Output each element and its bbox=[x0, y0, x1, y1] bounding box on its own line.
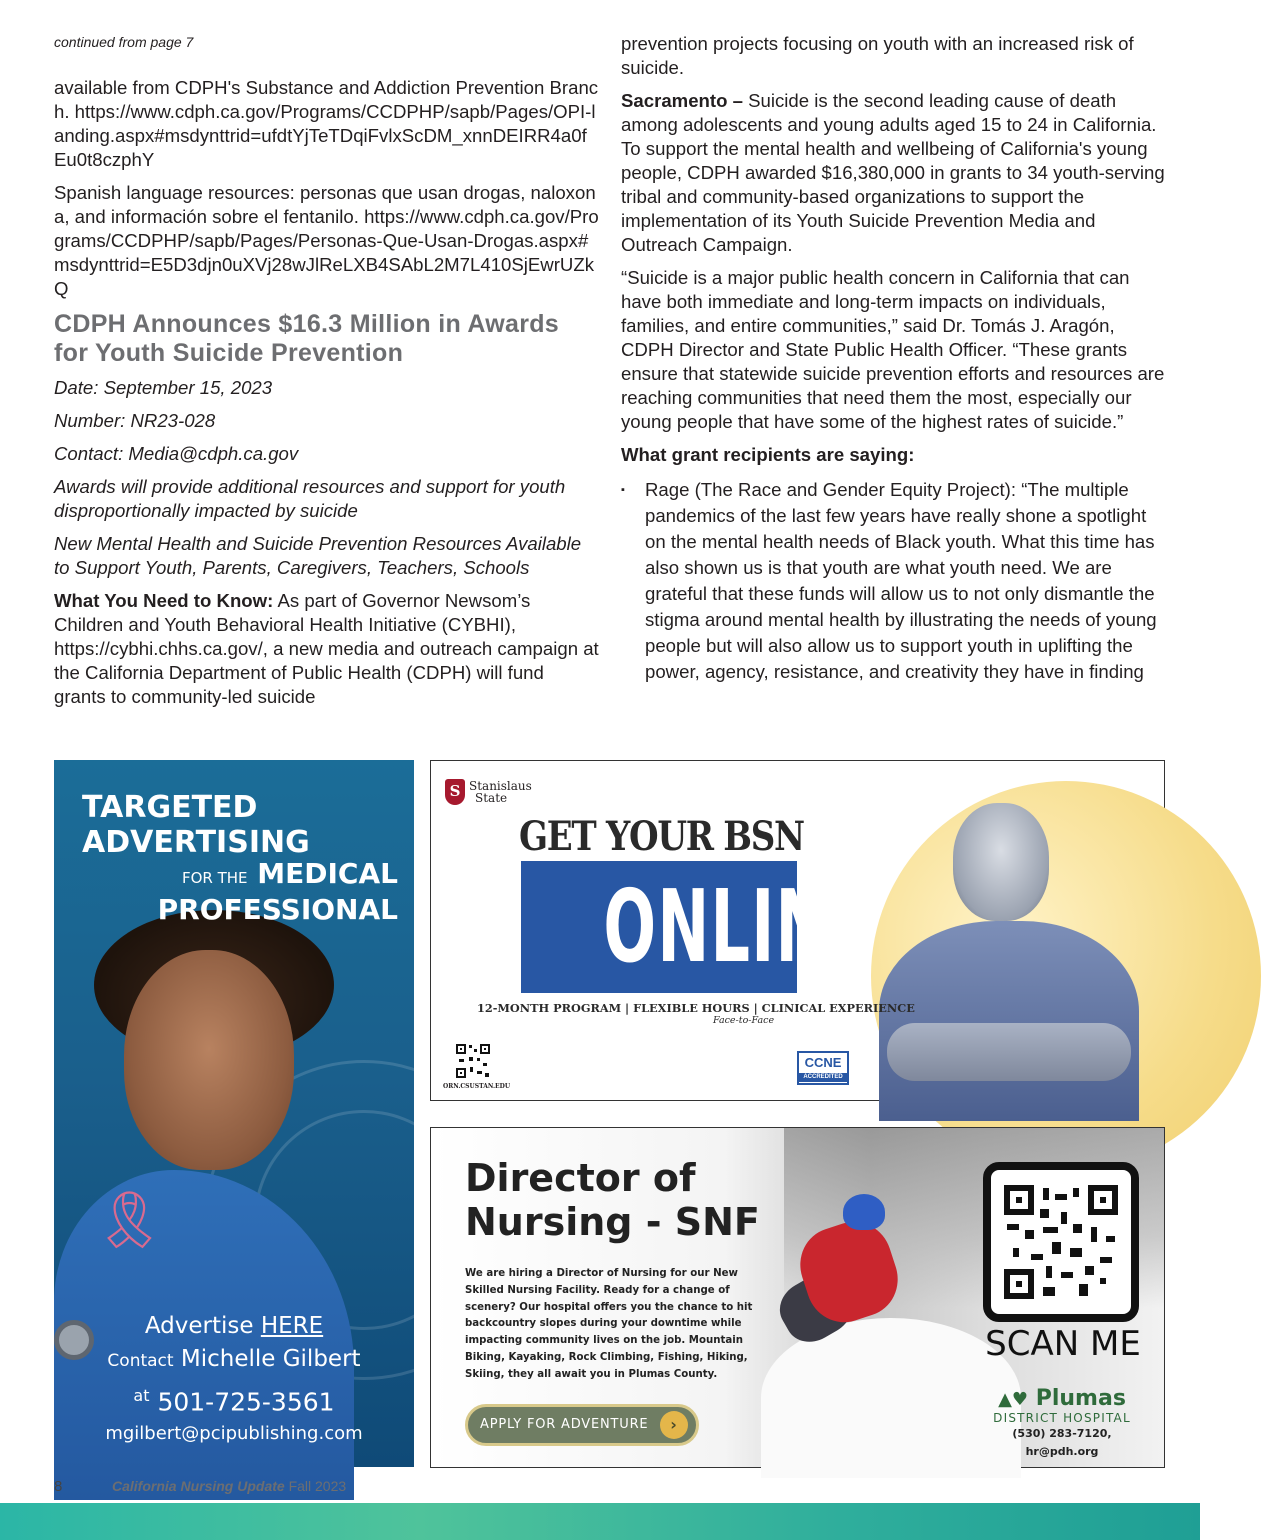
logo-line-1: Stanislaus bbox=[469, 779, 532, 793]
ad-subheadline bbox=[158, 858, 398, 926]
for-the-label: FOR THE bbox=[181, 869, 248, 887]
continued-note: continued from page 7 bbox=[54, 34, 194, 50]
know-text: As part of Governor Newsom’s Children and Youth Behavioral Health Initiative (CYBHI), https://cybhi.chhs.ca.gov/, a new media and outreach campaign at the California Department of Public Health (CDPH) will fund grants to community-led suicide bbox=[54, 590, 599, 707]
job-title-line-2: Nursing - SNF bbox=[465, 1200, 760, 1244]
online-label: ONLINE bbox=[603, 868, 873, 985]
scan-me-label: SCAN ME bbox=[985, 1324, 1141, 1364]
press-date: Date: September 15, 2023 bbox=[54, 377, 273, 398]
skier-photo-helmet bbox=[843, 1194, 885, 1230]
stanislaus-state-logo bbox=[445, 779, 532, 805]
issue-label: Fall 2023 bbox=[284, 1478, 347, 1494]
program-details: 12-MONTH PROGRAM | FLEXIBLE HOURS | CLINICAL EXPERIENCE bbox=[477, 1001, 915, 1015]
program-url[interactable]: ORN.CSUSTAN.EDU bbox=[443, 1083, 511, 1090]
ad-headline bbox=[82, 790, 310, 860]
headline-advertising: ADVERTISING bbox=[82, 825, 310, 860]
org-contact[interactable]: (530) 283-7120, hr@pdh.org bbox=[1012, 1427, 1112, 1458]
bsn-headline: GET YOUR BSN bbox=[519, 813, 804, 860]
article-right-column bbox=[621, 32, 1166, 685]
plumas-name bbox=[977, 1388, 1147, 1411]
resource-paragraph: available from CDPH's Substance and Addiction Prevention Branch. https://www.cdph.ca.gov/Programs/CCDPHP/sapb/Pages/OPI-landing.aspx#msdynttrid=ufdtYjTeTDqiFvlxScDM_xnnDEIRR4a0fEu0t8czphY bbox=[54, 77, 599, 170]
director-of-nursing-ad[interactable] bbox=[430, 1127, 1165, 1468]
contact-line bbox=[54, 1343, 414, 1378]
press-contact: Contact: Media@cdph.ca.gov bbox=[54, 443, 299, 464]
mountain-heart-icon: ▲♥ bbox=[998, 1389, 1029, 1410]
chevron-right-icon: › bbox=[660, 1411, 688, 1439]
logo-text bbox=[469, 780, 532, 804]
qr-code-frame[interactable] bbox=[983, 1162, 1139, 1322]
plumas-hospital-logo bbox=[977, 1388, 1147, 1461]
article-headline: CDPH Announces $16.3 Million in Awards for Youth Suicide Prevention bbox=[54, 310, 560, 367]
university-shield-icon: S bbox=[445, 779, 465, 805]
article-left-column bbox=[54, 32, 599, 718]
recipients-heading: What grant recipients are saying: bbox=[621, 444, 915, 465]
know-label: What You Need to Know: bbox=[54, 590, 274, 611]
ccne-accreditation-badge bbox=[797, 1051, 849, 1085]
subheading-awards: Awards will provide additional resources and support for youth disproportionally impacted by suicide bbox=[54, 476, 566, 521]
org-name: Plumas bbox=[1035, 1386, 1126, 1411]
targeted-advertising-ad[interactable] bbox=[54, 760, 414, 1467]
phone-line bbox=[54, 1378, 414, 1419]
ad-contact-block bbox=[54, 1310, 414, 1449]
awareness-ribbon-icon: 🎗 bbox=[94, 1188, 166, 1251]
logo-line-2: State bbox=[475, 791, 508, 805]
page-footer bbox=[54, 1478, 346, 1495]
at-label: at bbox=[133, 1385, 150, 1405]
headline-medical: MEDICAL bbox=[257, 857, 398, 890]
ccne-label: CCNE bbox=[804, 1055, 842, 1070]
job-description: We are hiring a Director of Nursing for our New Skilled Nursing Facility. Ready for a change of scenery? Our hospital offers you the chance to hit backcountry slopes during your downtime while impacting community lives on the job. Mountain Biking, Kayaking, Rock Climbing, Fishing, Hiking, Skiing, they all await you in Plumas County. bbox=[465, 1268, 753, 1380]
prevention-paragraph: prevention projects focusing on youth with an increased risk of suicide. bbox=[621, 33, 1134, 78]
contact-phone[interactable]: 501-725-3561 bbox=[157, 1387, 335, 1416]
spanish-resources-paragraph: Spanish language resources: personas que usan drogas, naloxona, and información sobre el fentanilo. https://www.cdph.ca.gov/Programs/CCDPHP/sapb/Pages/Personas-Que-Usan-Drogas.aspx#msdynttrid=E5D3djn0uXVj28wJlReLXB4SAbL2M7L410SjEwrUZkQ bbox=[54, 182, 599, 299]
publication-name: California Nursing Update bbox=[112, 1478, 285, 1494]
qr-code-icon bbox=[1001, 1180, 1121, 1304]
accredited-label: ACCREDITED bbox=[799, 1073, 847, 1082]
nurse-photo-head bbox=[953, 803, 1049, 921]
contact-email[interactable]: mgilbert@pcipublishing.com bbox=[105, 1423, 363, 1444]
advertise-line bbox=[54, 1310, 414, 1343]
nurse-photo-face bbox=[124, 950, 294, 1170]
page-number: 8 bbox=[54, 1478, 63, 1495]
what-you-need-to-know bbox=[54, 589, 599, 709]
face-to-face-note: Face-to-Face bbox=[713, 1015, 775, 1026]
sacramento-label: Sacramento – bbox=[621, 90, 743, 111]
contact-label: Contact bbox=[107, 1350, 174, 1371]
sacramento-paragraph bbox=[621, 89, 1166, 257]
job-title bbox=[465, 1156, 760, 1244]
contact-name: Michelle Gilbert bbox=[180, 1345, 361, 1372]
recipients-list bbox=[621, 477, 1166, 685]
advertise-here-link[interactable]: HERE bbox=[260, 1312, 324, 1339]
apply-for-adventure-button[interactable] bbox=[465, 1404, 699, 1446]
quote-paragraph: “Suicide is a major public health concern in California that can have both immediate and long-term impacts on individuals, families, and entire communities,” said Dr. Tomás J. Aragón, CDPH Director and State Public Health Officer. “These grants ensure that statewide suicide prevention efforts and resources are reaching communities that need them the most, especially our young people that have some of the highest rates of suicide.” bbox=[621, 267, 1165, 432]
job-title-line-1: Director of bbox=[465, 1156, 696, 1200]
apply-button-label: APPLY FOR ADVENTURE bbox=[480, 1417, 649, 1432]
subheading-resources: New Mental Health and Suicide Prevention Resources Available to Support Youth, Parents, Caregivers, Teachers, Schools bbox=[54, 533, 582, 578]
list-item: ▪ Rage (The Race and Gender Equity Project): “The multiple pandemics of the last few years have really shone a spotlight on the mental health needs of Black youth. What this time has also shown us is that youth are what youth need. We are grateful that these funds will allow us to not only dismantle the stigma around mental health by illustrating the needs of young people but will also allow us to support youth in uplifting the power, agency, resistance, and creativity they have in finding bbox=[621, 477, 1166, 685]
headline-professional: PROFESSIONAL bbox=[157, 893, 398, 926]
headline-targeted: TARGETED bbox=[82, 790, 258, 825]
qr-code-icon[interactable] bbox=[455, 1043, 491, 1079]
advertise-label: Advertise bbox=[144, 1312, 254, 1339]
online-banner bbox=[521, 861, 873, 993]
press-number: Number: NR23-028 bbox=[54, 410, 216, 431]
nurse-photo-body bbox=[879, 921, 1139, 1121]
sacramento-text: Suicide is the second leading cause of death among adolescents and young adults aged 15 to 24 in California. To support the mental health and wellbeing of California's young people, CDPH awarded $16,380,000 in grants to 34 youth-serving tribal and community-based organizations to support the implementation of its Youth Suicide Prevention Media and Outreach Campaign. bbox=[621, 90, 1165, 255]
org-subtitle: DISTRICT HOSPITAL bbox=[993, 1411, 1131, 1425]
bsn-online-ad[interactable] bbox=[430, 760, 1165, 1101]
nurse-photo-arms bbox=[887, 1023, 1131, 1081]
footer-color-bar bbox=[0, 1503, 1200, 1540]
